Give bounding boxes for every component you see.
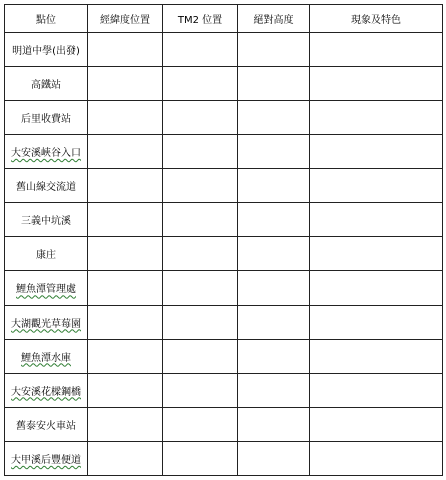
phenomena-cell[interactable]	[310, 169, 443, 203]
table-row	[5, 101, 443, 135]
phenomena-cell[interactable]	[310, 67, 443, 101]
table-row	[5, 305, 443, 339]
phenomena-cell[interactable]	[310, 101, 443, 135]
header-phenomena: 現象及特色	[310, 5, 443, 33]
tm2-cell[interactable]	[163, 441, 238, 475]
altitude-cell[interactable]	[238, 33, 310, 67]
header-row	[5, 5, 443, 33]
table-row	[5, 203, 443, 237]
phenomena-cell[interactable]	[310, 373, 443, 407]
table-row	[5, 67, 443, 101]
coordinates-cell[interactable]	[88, 203, 163, 237]
location-label: 鯉魚潭水庫	[21, 352, 71, 364]
tm2-cell[interactable]	[163, 237, 238, 271]
altitude-cell[interactable]	[238, 67, 310, 101]
location-cell	[5, 33, 88, 67]
coordinates-cell[interactable]	[88, 407, 163, 441]
location-label: 舊泰安火車站	[16, 420, 76, 432]
location-cell	[5, 237, 88, 271]
tm2-cell[interactable]	[163, 305, 238, 339]
phenomena-cell[interactable]	[310, 135, 443, 169]
phenomena-cell[interactable]	[310, 203, 443, 237]
location-label: 大安溪花樑鋼橋	[11, 386, 81, 398]
field-survey-table	[4, 4, 443, 476]
altitude-cell[interactable]	[238, 237, 310, 271]
location-label: 高鐵站	[31, 80, 61, 92]
tm2-cell[interactable]	[163, 407, 238, 441]
phenomena-cell[interactable]	[310, 441, 443, 475]
table-row	[5, 271, 443, 305]
location-cell	[5, 339, 88, 373]
location-label: 大安溪峽谷入口	[11, 148, 81, 160]
table-row	[5, 135, 443, 169]
coordinates-cell[interactable]	[88, 305, 163, 339]
location-label: 大湖觀光草莓園	[11, 318, 81, 330]
phenomena-cell[interactable]	[310, 237, 443, 271]
tm2-cell[interactable]	[163, 101, 238, 135]
phenomena-cell[interactable]	[310, 305, 443, 339]
altitude-cell[interactable]	[238, 271, 310, 305]
altitude-cell[interactable]	[238, 305, 310, 339]
location-label: 康庄	[36, 250, 56, 262]
location-label: 鯉魚潭管理處	[16, 284, 76, 296]
coordinates-cell[interactable]	[88, 135, 163, 169]
coordinates-cell[interactable]	[88, 271, 163, 305]
location-cell	[5, 101, 88, 135]
coordinates-cell[interactable]	[88, 169, 163, 203]
location-label: 明道中學(出發)	[12, 46, 80, 58]
location-label: 后里收費站	[21, 114, 71, 126]
table-row	[5, 441, 443, 475]
coordinates-cell[interactable]	[88, 373, 163, 407]
tm2-cell[interactable]	[163, 33, 238, 67]
table-row	[5, 169, 443, 203]
coordinates-cell[interactable]	[88, 441, 163, 475]
tm2-cell[interactable]	[163, 203, 238, 237]
location-cell	[5, 305, 88, 339]
altitude-cell[interactable]	[238, 101, 310, 135]
altitude-cell[interactable]	[238, 203, 310, 237]
table-row	[5, 339, 443, 373]
tm2-cell[interactable]	[163, 169, 238, 203]
location-cell	[5, 441, 88, 475]
location-cell	[5, 67, 88, 101]
location-label: 三義中坑溪	[21, 216, 71, 228]
tm2-cell[interactable]	[163, 135, 238, 169]
location-cell	[5, 373, 88, 407]
altitude-cell[interactable]	[238, 169, 310, 203]
coordinates-cell[interactable]	[88, 67, 163, 101]
location-cell	[5, 407, 88, 441]
altitude-cell[interactable]	[238, 373, 310, 407]
table-row	[5, 33, 443, 67]
location-label: 舊山線交流道	[16, 182, 76, 194]
phenomena-cell[interactable]	[310, 407, 443, 441]
table-row	[5, 237, 443, 271]
phenomena-cell[interactable]	[310, 339, 443, 373]
location-cell	[5, 169, 88, 203]
altitude-cell[interactable]	[238, 135, 310, 169]
tm2-cell[interactable]	[163, 373, 238, 407]
tm2-cell[interactable]	[163, 339, 238, 373]
header-altitude: 絕對高度	[238, 5, 310, 33]
header-location: 點位	[5, 5, 88, 33]
altitude-cell[interactable]	[238, 339, 310, 373]
altitude-cell[interactable]	[238, 407, 310, 441]
location-cell	[5, 135, 88, 169]
phenomena-cell[interactable]	[310, 33, 443, 67]
phenomena-cell[interactable]	[310, 271, 443, 305]
coordinates-cell[interactable]	[88, 33, 163, 67]
altitude-cell[interactable]	[238, 441, 310, 475]
coordinates-cell[interactable]	[88, 339, 163, 373]
table-row	[5, 373, 443, 407]
location-cell	[5, 271, 88, 305]
table-row	[5, 407, 443, 441]
location-cell	[5, 203, 88, 237]
coordinates-cell[interactable]	[88, 237, 163, 271]
header-coordinates: 經緯度位置	[88, 5, 163, 33]
location-label: 大甲溪后豐便道	[11, 454, 81, 466]
tm2-cell[interactable]	[163, 271, 238, 305]
header-tm2: TM2 位置	[163, 5, 238, 33]
tm2-cell[interactable]	[163, 67, 238, 101]
coordinates-cell[interactable]	[88, 101, 163, 135]
